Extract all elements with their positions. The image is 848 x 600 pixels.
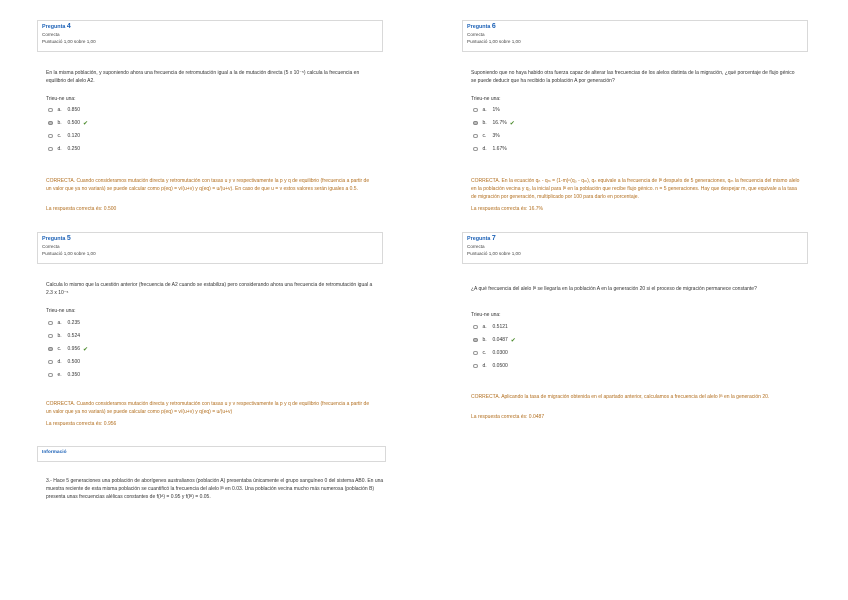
answer-option[interactable]: b. 0.524 [48, 332, 80, 340]
answer-option[interactable]: a. 1% [473, 106, 500, 114]
question-info-4 [37, 20, 383, 52]
radio-icon[interactable] [473, 338, 478, 343]
right-answer: La respuesta correcta és: 0.0487 [471, 414, 545, 420]
question-state: Correcta [467, 244, 485, 249]
check-icon: ✔ [83, 346, 89, 353]
question-state: Correcta [467, 32, 485, 37]
radio-icon[interactable] [48, 134, 53, 139]
question-grade: Puntuació 1,00 sobre 1,00 [42, 251, 96, 256]
question-number: Pregunta 5 [42, 235, 71, 242]
answer-option[interactable]: b. 0.500 ✔ [48, 119, 88, 127]
question-number: Pregunta 6 [467, 23, 496, 30]
answer-option[interactable]: d. 0.250 [48, 145, 80, 153]
radio-icon[interactable] [473, 351, 478, 356]
radio-icon[interactable] [473, 108, 478, 113]
feedback-text: CORRECTA. Cuando consideramos mutación directa y retromutación con tasas u y v respectivamente la p y q de equilibrio (frecuencia a partir de un valor que ya no variará) se puede calcular como p(eq) = v/(u+v) y q(eq) = u/(u+v) [46, 401, 370, 415]
question-text: En la misma población, y suponiendo ahora una frecuencia de retromutación igual a la de mutación directa (5 x 10⁻⁵) calcula la frecuencia en equilibrio del alelo A2. [46, 70, 360, 84]
radio-icon[interactable] [48, 108, 53, 113]
answer-prompt: Trieu-ne una: [471, 312, 501, 318]
answer-option[interactable]: c. 3% [473, 132, 500, 140]
question-text: Suponiendo que no haya habido otra fuerza capaz de alterar las frecuencias de los alelos distinta de la migración, ¿qué porcentaje de flujo génico se puede deducir que ha recibido la población A por generación? [471, 70, 795, 84]
answer-option[interactable]: b. 16.7% ✔ [473, 119, 515, 127]
question-grade: Puntuació 1,00 sobre 1,00 [467, 39, 521, 44]
info-box [37, 446, 386, 462]
question-state: Correcta [42, 244, 60, 249]
question-grade: Puntuació 1,00 sobre 1,00 [467, 251, 521, 256]
feedback-text: CORRECTA. Aplicando la tasa de migración obtenida en el apartado anterior, calculamos a frecuencia del alelo Iᴮ en la generación 20. [471, 394, 770, 400]
feedback-text: CORRECTA. En la ecuación qₙ - qₘ = (1-m)ⁿ(q₀ - qₘ), qₙ equivale a la frecuencia de Iᴮ después de 5 generaciones, qₘ la frecuencia del mismo alelo en la población vecina y q₀ la inicial para Iᴮ en la población que recibe flujo génico. n = 5 generaciones. Hay que despejar m, que equivale a la tasa de migración por generación, multiplicado por 100 para darlo en porcentaje. [471, 178, 800, 200]
radio-icon[interactable] [473, 134, 478, 139]
answer-option[interactable]: c. 0.0300 [473, 349, 508, 357]
check-icon: ✔ [509, 120, 515, 127]
radio-icon[interactable] [473, 121, 478, 126]
question-grade: Puntuació 1,00 sobre 1,00 [42, 39, 96, 44]
check-icon: ✔ [83, 120, 89, 127]
info-label: Informació [42, 450, 67, 455]
answer-option[interactable]: d. 0.0500 [473, 362, 508, 370]
question-number: Pregunta 7 [467, 235, 496, 242]
answer-option[interactable]: d. 0.500 [48, 358, 80, 366]
question-text: ¿A qué frecuencia del alelo Iᴮ se llegaría en la población A en la generación 20 si el proceso de migración permanece constante? [471, 286, 757, 292]
radio-icon[interactable] [48, 147, 53, 152]
radio-icon[interactable] [48, 373, 53, 378]
answer-option[interactable]: c. 0.120 [48, 132, 80, 140]
right-answer: La respuesta correcta és: 16.7% [471, 206, 543, 212]
radio-icon[interactable] [473, 325, 478, 330]
question-number: Pregunta 4 [42, 23, 71, 30]
radio-icon[interactable] [48, 347, 53, 352]
question-info-7 [462, 232, 808, 264]
radio-icon[interactable] [48, 321, 53, 326]
radio-icon[interactable] [48, 360, 53, 365]
info-text: 3.- Hace 5 generaciones una población de aborígenes australianos (población A) presentaba únicamente el grupo sanguíneo 0 del sistema AB0. En una muestra reciente de esta misma población se cuantificó la frecuencia del alelo Iᴮ en 0.03. Una población vecina mucho más numerosa (población B) presenta unas frecuencias alélicas constantes de f(Iᴬ) = 0.95 y f(Iᴮ) = 0.05. [46, 478, 384, 500]
answer-option[interactable]: d. 1.67% [473, 145, 507, 153]
answer-prompt: Trieu-ne una: [46, 96, 76, 102]
answer-prompt: Trieu-ne una: [471, 96, 501, 102]
answer-prompt: Trieu-ne una: [46, 308, 76, 314]
answer-option[interactable]: b. 0.0487 ✔ [473, 336, 516, 344]
answer-option[interactable]: a. 0.5121 [473, 323, 508, 331]
radio-icon[interactable] [48, 334, 53, 339]
answer-option[interactable]: a. 0.850 [48, 106, 80, 114]
right-answer: La respuesta correcta és: 0.500 [46, 206, 117, 212]
answer-option[interactable]: a. 0.235 [48, 319, 80, 327]
answer-option[interactable]: c. 0.956 ✔ [48, 345, 88, 353]
question-text: Calcula lo mismo que la cuestión anterior (frecuencia de A2 cuando se estabiliza) pero considerando ahora una frecuencia de retromutación igual a 2.3 x 10⁻⁵ [46, 282, 373, 296]
question-info-5 [37, 232, 383, 264]
answer-option[interactable]: e. 0.350 [48, 371, 80, 379]
radio-icon[interactable] [473, 147, 478, 152]
check-icon: ✔ [510, 337, 516, 344]
radio-icon[interactable] [473, 364, 478, 369]
question-state: Correcta [42, 32, 60, 37]
radio-icon[interactable] [48, 121, 53, 126]
right-answer: La respuesta correcta és: 0.956 [46, 421, 117, 427]
question-info-6 [462, 20, 808, 52]
feedback-text: CORRECTA. Cuando consideramos mutación directa y retromutación con tasas u y v respectivamente la p y q de equilibrio (frecuencia a partir de un valor que ya no variará) se puede calcular como p(eq) = v/(u+v) y q(eq) = u/(u+v). En caso de que u = v estos valores serán iguales a 0.5. [46, 178, 370, 192]
